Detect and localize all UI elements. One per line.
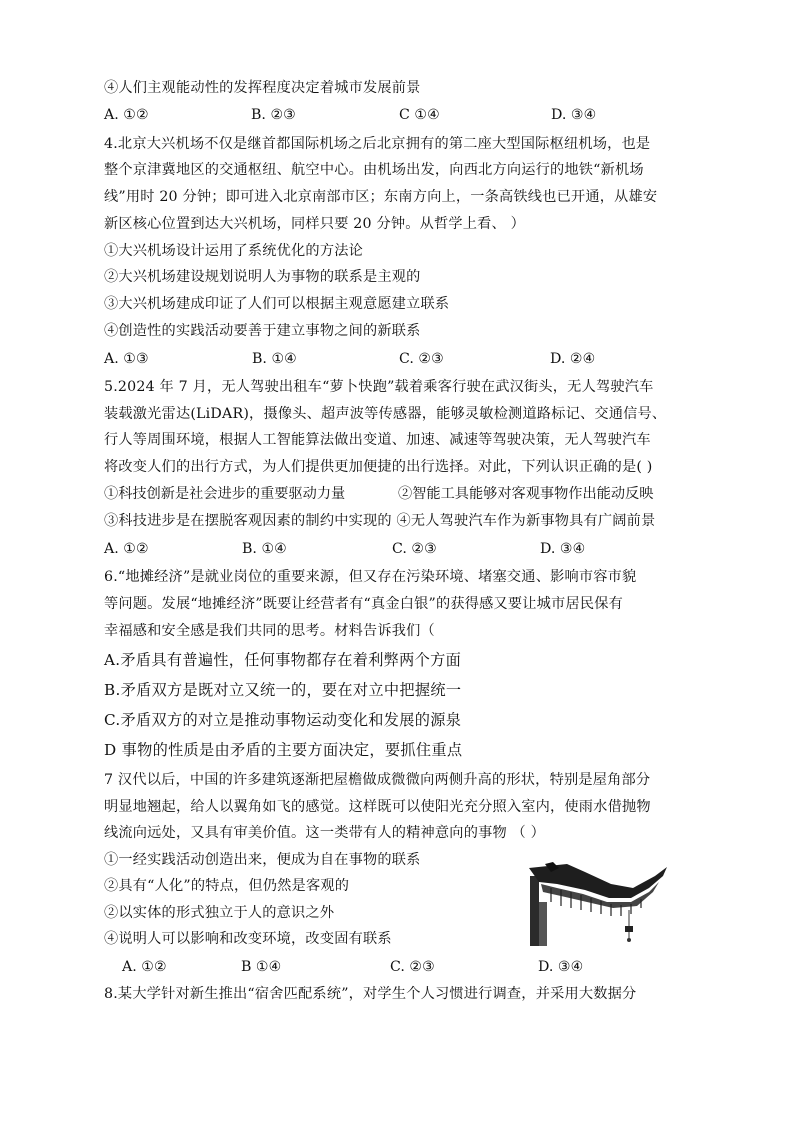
q3-option-d: D. ③④ (551, 107, 597, 123)
q4-statement-3: ③大兴机场建成印证了人们可以根据主观意愿建立联系 (104, 296, 450, 312)
q7-statement-1: ①一经实践活动创造出来，便成为自在事物的联系 (104, 852, 421, 868)
q5-statements-row-2: ③科技进步是在摆脱客观因素的制约中实现的 ④无人驾驶汽车作为新事物具有广阔前景 (104, 513, 656, 529)
q6-choice-b: B.矛盾双方是既对立又统一的，要在对立中把握统一 (104, 681, 462, 699)
q4-option-b: B. ①④ (252, 351, 297, 367)
q4-option-d: D. ②④ (550, 351, 596, 367)
q7-option-c: C. ②③ (390, 959, 435, 975)
q3-option-c: C ①④ (399, 107, 440, 123)
q4-stem-line-3: 线”用时 20 分钟；即可进入北京南部市区；东南方向上，一条高铁线也已开通，从雄安 (104, 189, 658, 205)
q6-stem-line-2: 等问题。发展“地摊经济”既要让经营者有“真金白银”的获得感又要让城市居民保有 (104, 596, 623, 612)
q5-option-a: A. ①② (104, 541, 149, 557)
q7-stem-line-2: 明显地翘起，给人以翼角如飞的感觉。这样既可以使阳光充分照入室内，使雨水借抛物 (104, 799, 651, 815)
q5-stem-line-1: 5.2024 年 7 月，无人驾驶出租车“萝卜快跑”载着乘客行驶在武汉街头，无人驾驶汽车 (104, 379, 654, 395)
q5-option-b: B. ①④ (242, 541, 287, 557)
q4-statement-4: ④创造性的实践活动要善于建立事物之间的新联系 (104, 323, 421, 339)
q5-option-d: D. ③④ (540, 541, 586, 557)
q6-choice-c: C.矛盾双方的对立是推动事物运动变化和发展的源泉 (104, 711, 462, 729)
q5-stem-line-3: 行人等周围环境，根据人工智能算法做出变道、加速、减速等驾驶决策，无人驾驶汽车 (104, 432, 651, 448)
q7-option-b: B ①④ (241, 959, 282, 975)
q7-option-d: D. ③④ (538, 959, 584, 975)
q3-option-b: B. ②③ (251, 107, 296, 123)
q5-stem-line-4: 将改变人们的出行方式，为人们提供更加便捷的出行选择。对此，下列认识正确的是( ) (104, 459, 653, 475)
q6-stem-line-1: 6.“地摊经济”是就业岗位的重要来源，但又存在污染环境、堵塞交通、影响市容市貌 (104, 569, 637, 585)
q7-statement-2: ②具有“人化”的特点，但仍然是客观的 (104, 878, 350, 894)
q5-stem-line-2: 装载激光雷达(LiDAR)，摄像头、超声波等传感器，能够灵敏检测道路标记、交通信号、 (104, 406, 667, 422)
q7-stem-line-1: 7 汉代以后，中国的许多建筑逐渐把屋檐做成微微向两侧升高的形状，特别是屋角部分 (104, 772, 651, 788)
q6-choice-d: D 事物的性质是由矛盾的主要方面决定，要抓住重点 (104, 741, 463, 759)
q4-option-c: C. ②③ (399, 351, 444, 367)
q5-statement-1: ①科技创新是社会进步的重要驱动力量 (104, 486, 346, 502)
q6-stem-line-3: 幸福感和安全感是我们共同的思考。材料告诉我们（ (104, 623, 435, 639)
q5-statement-2: ②智能工具能够对客观事物作出能动反映 (398, 486, 654, 502)
q7-statement-3: ②以实体的形式独立于人的意识之外 (104, 905, 335, 921)
q3-option-a: A. ①② (104, 107, 149, 123)
q4-statement-1: ①大兴机场设计运用了系统优化的方法论 (104, 243, 363, 259)
upturned-eave-illustration (527, 862, 669, 948)
q5-option-c: C. ②③ (392, 541, 437, 557)
q7-option-a: A. ①② (122, 959, 167, 975)
q8-stem-line-1: 8.某大学针对新生推出“宿舍匹配系统”，对学生个人习惯进行调查，并采用大数据分 (104, 986, 637, 1002)
q4-option-a: A. ①③ (104, 351, 149, 367)
q7-stem-line-3: 线流向远处，又具有审美价值。这一类带有人的精神意向的事物 （ ） (104, 825, 546, 841)
q4-statement-2: ②大兴机场建设规划说明人为事物的联系是主观的 (104, 269, 421, 285)
q7-statement-4: ④说明人可以影响和改变环境，改变固有联系 (104, 931, 392, 947)
q6-choice-a: A.矛盾具有普遍性，任何事物都存在着利弊两个方面 (104, 651, 462, 669)
q3-statement-4: ④人们主观能动性的发挥程度决定着城市发展前景 (104, 80, 421, 96)
q4-stem-line-1: 4.北京大兴机场不仅是继首都国际机场之后北京拥有的第二座大型国际枢纽机场，也是 (104, 136, 651, 152)
q4-stem-line-4: 新区核心位置到达大兴机场，同样只要 20 分钟。从哲学上看、 ） (104, 216, 526, 232)
q4-stem-line-2: 整个京津冀地区的交通枢纽、航空中心。由机场出发，向西北方向运行的地铁“新机场 (104, 162, 644, 178)
